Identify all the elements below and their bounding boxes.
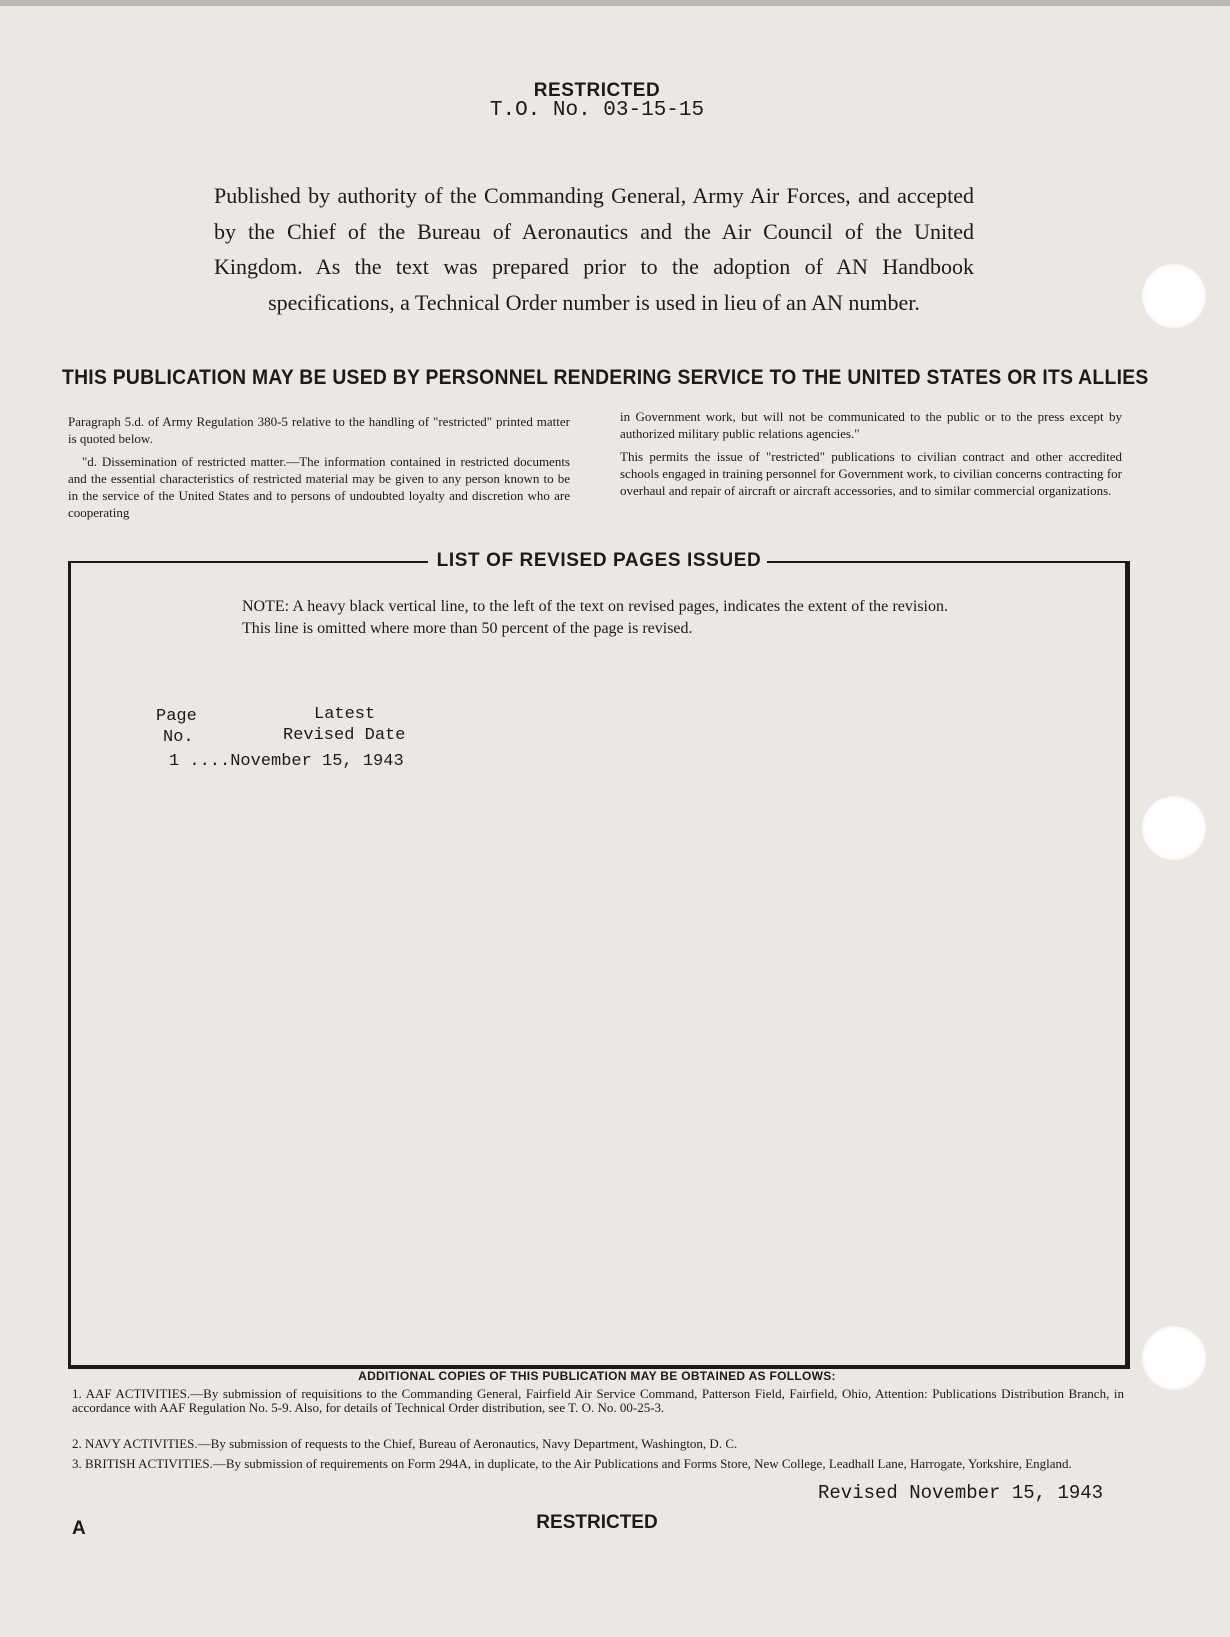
regulation-left-column [68,413,570,527]
footer-restricted: RESTRICTED [536,1512,658,1533]
to-number: T.O. No. 03-15-15 [489,99,705,122]
regulation-quote-end: in Government work, but will not be communicated to the public or to the press except by authorized military public relations agencies." [620,409,1122,441]
aaf-activities: 1. AAF ACTIVITIES.—By submission of requisitions to the Commanding General, Fairfield Air Service Command, Patterson Field, Fairfield, Ohio, Attention: Publications Distribution Branch, in accordance with AAF Regulation No. 5-9. Also, for details of Technical Order distribution, see T. O. No. 00-25-3. [72,1386,1124,1415]
binder-hole-top [1142,264,1206,328]
binder-hole-middle [1142,796,1206,860]
col-latest-header-2: Revised Date [283,726,406,745]
usage-banner: THIS PUBLICATION MAY BE USED BY PERSONNEL RENDERING SERVICE TO THE UNITED STATES OR ITS ALLIES [62,366,1149,389]
additional-copies-title: ADDITIONAL COPIES OF THIS PUBLICATION MAY BE OBTAINED AS FOLLOWS: [358,1369,836,1383]
revised-pages-box [68,561,1130,1369]
revision-leader: .... [189,752,231,771]
revised-pages-title-text: LIST OF REVISED PAGES ISSUED [431,550,768,571]
page-top-edge [0,0,1230,6]
col-page-header-1: Page [156,707,197,726]
british-activities: 3. BRITISH ACTIVITIES.—By submission of requirements on Form 294A, in duplicate, to the Air Publications and Forms Store, New College, Leadhall Lane, Harrogate, Yorkshire, England. [72,1456,1072,1471]
regulation-intro: Paragraph 5.d. of Army Regulation 380-5 relative to the handling of "restricted" printed matter is quoted below. [68,414,570,446]
revision-row [169,751,404,772]
header-restricted: RESTRICTED [533,80,661,101]
revised-date-footer: Revised November 15, 1943 [818,1482,1104,1504]
regulation-right-column [620,408,1122,505]
revision-date: November 15, 1943 [230,752,404,771]
revision-page-number: 1 [169,752,180,771]
col-latest-header-1: Latest [314,705,376,724]
navy-activities: 2. NAVY ACTIVITIES.—By submission of requests to the Chief, Bureau of Aeronautics, Navy Department, Washington, D. C. [72,1436,738,1451]
revision-note: NOTE: A heavy black vertical line, to the left of the text on revised pages, indicates the extent of the revision. This line is omitted where more than 50 percent of the page is revised. [242,598,948,637]
col-page-header-2: No. [163,728,194,747]
regulation-permits: This permits the issue of "restricted" publications to civilian contract and other accredited schools engaged in training personnel for Government work, to civilian concerns contracting for overhaul and repair of aircraft or aircraft accessories, and to similar commercial organizations. [620,449,1122,498]
authority-paragraph: Published by authority of the Commanding General, Army Air Forces, and accepted by the Chief of the Bureau of Aeronautics and the Air Council of the United Kingdom. As the text was prepared prior to the adoption of AN Handbook specifications, a Technical Order number is used in lieu of an AN number. [214,183,974,315]
page-letter: A [72,1518,86,1539]
regulation-quote: "d. Dissemination of restricted matter.—The information contained in restricted documents and the essential characteristics of restricted material may be given to any person known to be in the service of the United States and to persons of undoubted loyalty and discretion who are cooperating [68,454,570,520]
revised-pages-title [0,550,1198,572]
